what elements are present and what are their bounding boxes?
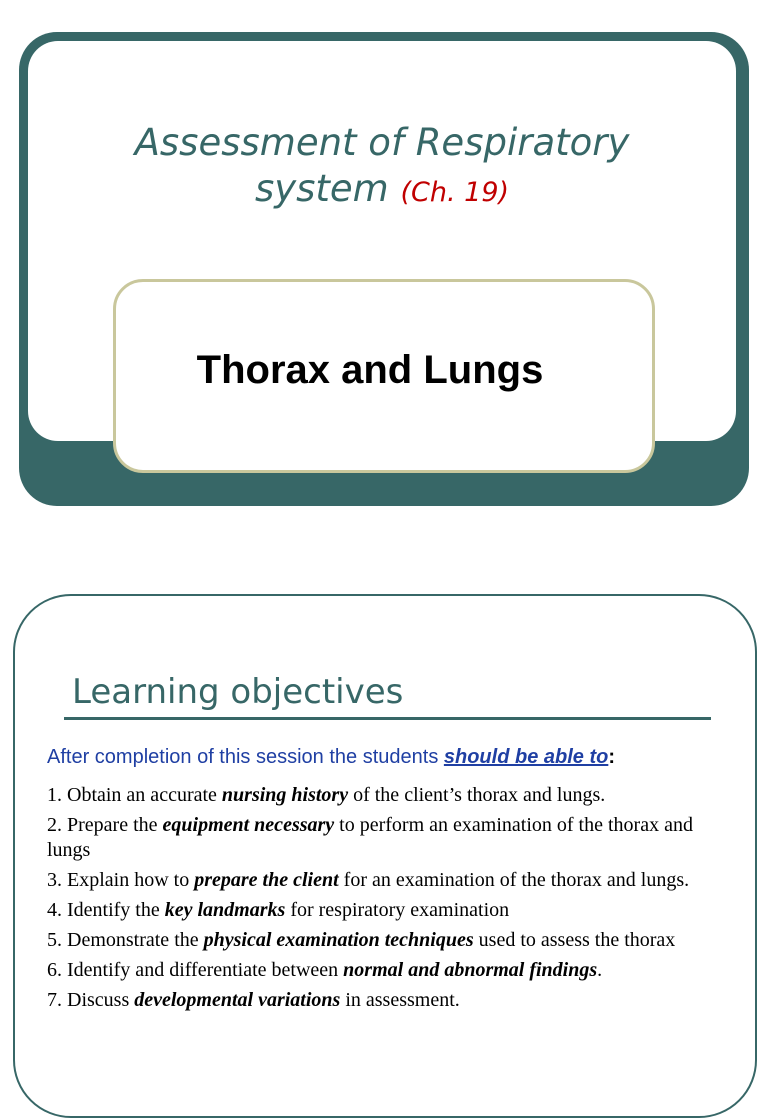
slide-title-line1: Assessment of Respiratory — [134, 121, 630, 164]
objective-text: 7. Discuss — [47, 989, 135, 1011]
objective-text: 3. Explain how to — [47, 869, 195, 891]
objective-text: for respiratory examination — [285, 899, 510, 921]
objective-text: for an examination of the thorax and lungs. — [338, 869, 690, 891]
objective-text: 5. Demonstrate the — [47, 929, 204, 951]
objective-text: in assessment. — [340, 989, 460, 1011]
objectives-intro — [47, 746, 615, 769]
objective-item — [47, 988, 737, 1013]
objective-item — [47, 783, 737, 808]
objective-text: . — [597, 959, 603, 981]
objective-text: of the client’s thorax and lungs. — [348, 784, 606, 806]
objective-key-term: developmental variations — [134, 989, 341, 1011]
objective-text: 2. Prepare the — [47, 814, 163, 836]
objectives-heading: Learning objectives — [72, 672, 404, 712]
slide-title — [28, 120, 736, 216]
objective-item — [47, 898, 737, 923]
objective-key-term: equipment necessary — [162, 814, 335, 836]
intro-emphasis: should be able to — [443, 746, 609, 768]
objective-item — [47, 868, 737, 893]
objective-text: used to assess the thorax — [473, 929, 676, 951]
intro-colon: : — [608, 746, 615, 768]
objective-item — [47, 813, 737, 863]
objectives-list — [47, 783, 737, 1018]
subtitle-box — [113, 279, 655, 473]
objective-text: 4. Identify the — [47, 899, 165, 921]
slide-subtitle: Thorax and Lungs — [196, 347, 544, 392]
objective-item — [47, 928, 737, 953]
objective-text: 1. Obtain an accurate — [47, 784, 222, 806]
objective-key-term: normal and abnormal findings — [343, 959, 598, 981]
objective-item — [47, 958, 737, 983]
objective-text: 6. Identify and differentiate between — [47, 959, 344, 981]
chapter-label: (Ch. 19) — [400, 177, 510, 208]
slide-title-line2: system — [254, 167, 389, 210]
objective-key-term: physical examination techniques — [203, 929, 474, 951]
objective-key-term: nursing history — [221, 784, 349, 806]
heading-divider — [64, 717, 711, 720]
intro-text: After completion of this session the students — [47, 746, 444, 768]
objective-key-term: prepare the client — [194, 869, 339, 891]
objective-key-term: key landmarks — [164, 899, 286, 921]
objective-text: to perform an examination of the thorax and lungs — [47, 814, 693, 861]
